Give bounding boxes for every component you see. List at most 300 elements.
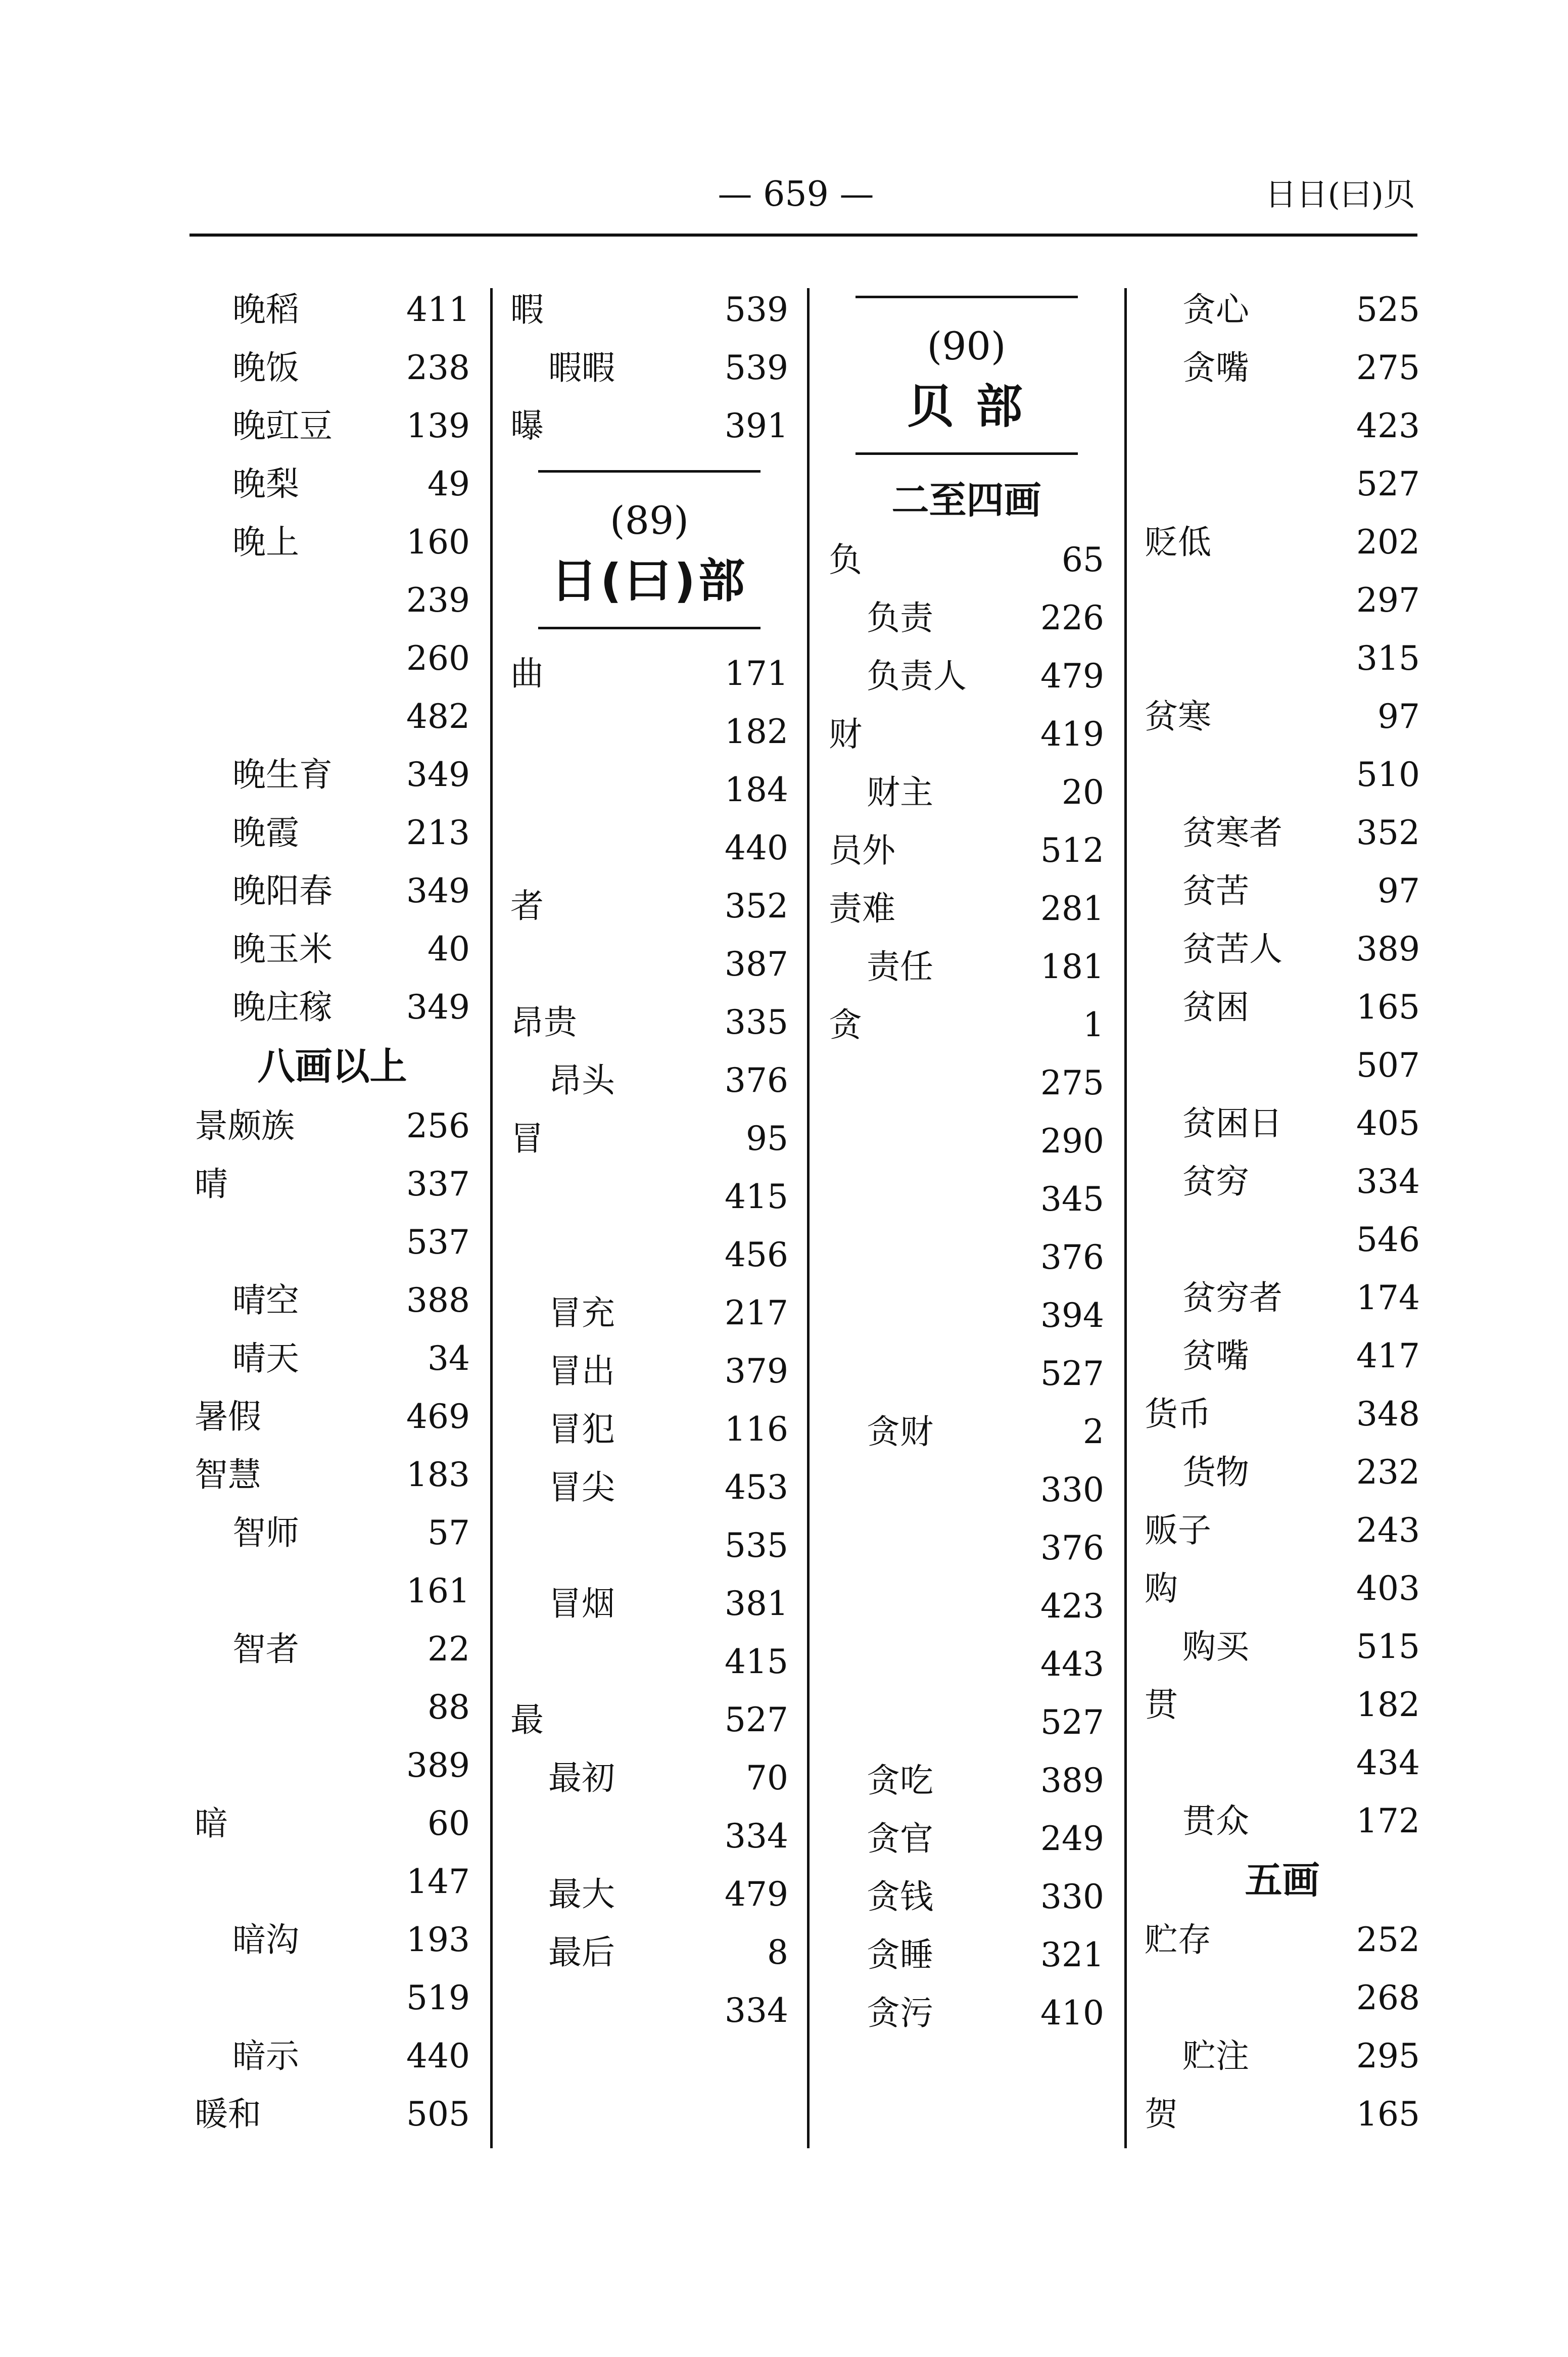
entry-term: 贪睡 bbox=[867, 1935, 933, 1974]
entry-page-number: 440 bbox=[406, 2037, 470, 2075]
index-column-3 bbox=[829, 281, 1104, 2161]
entry-page-number: 172 bbox=[1356, 1801, 1420, 1840]
entry-page-number: 182 bbox=[725, 712, 788, 751]
entry-page-number: 295 bbox=[1356, 2037, 1420, 2075]
entry-term: 晚饭 bbox=[232, 348, 299, 387]
entry-page-number: 226 bbox=[1040, 598, 1104, 637]
entry-term: 贪嘴 bbox=[1182, 348, 1249, 387]
entry-page-number: 419 bbox=[1040, 715, 1104, 754]
index-entry bbox=[195, 687, 470, 746]
entry-page-number: 49 bbox=[427, 465, 470, 503]
entry-term: 冒犯 bbox=[548, 1410, 615, 1449]
index-entry bbox=[510, 703, 788, 761]
entry-term: 贫困 bbox=[1182, 988, 1249, 1027]
entry-term: 贫穷者 bbox=[1182, 1278, 1282, 1317]
entry-page-number: 239 bbox=[406, 581, 470, 620]
index-entry bbox=[1145, 2085, 1420, 2143]
index-entry bbox=[1145, 397, 1420, 455]
entry-page-number: 330 bbox=[1040, 1877, 1104, 1916]
entry-page-number: 97 bbox=[1377, 871, 1420, 910]
entry-page-number: 95 bbox=[746, 1119, 788, 1158]
index-entry bbox=[1145, 1211, 1420, 1269]
index-entry bbox=[1145, 1152, 1420, 1211]
entry-page-number: 65 bbox=[1062, 540, 1104, 579]
index-entry bbox=[1145, 1036, 1420, 1094]
entry-term: 贪吃 bbox=[867, 1761, 933, 1800]
entry-page-number: 297 bbox=[1356, 581, 1420, 620]
entry-page-number: 387 bbox=[725, 945, 788, 984]
entry-page-number: 268 bbox=[1356, 1978, 1420, 2017]
entry-page-number: 515 bbox=[1356, 1627, 1420, 1666]
entry-page-number: 525 bbox=[1356, 290, 1420, 329]
radical-name: 贝 部 bbox=[907, 380, 1026, 434]
entry-page-number: 290 bbox=[1040, 1122, 1104, 1161]
entry-term: 暗沟 bbox=[232, 1920, 299, 1959]
entry-page-number: 415 bbox=[725, 1642, 788, 1681]
entry-term: 货币 bbox=[1145, 1395, 1211, 1434]
index-entry bbox=[1145, 1969, 1420, 2027]
entry-term: 财主 bbox=[867, 773, 933, 812]
index-entry bbox=[1145, 1617, 1420, 1676]
entry-term: 贫寒 bbox=[1145, 697, 1211, 736]
index-entry bbox=[829, 1868, 1104, 1926]
entry-page-number: 88 bbox=[427, 1688, 470, 1727]
entry-page-number: 352 bbox=[725, 887, 788, 926]
index-entry bbox=[510, 1807, 788, 1865]
entry-term: 晚稻 bbox=[232, 290, 299, 329]
entry-term: 贮注 bbox=[1182, 2037, 1249, 2075]
index-entry bbox=[195, 1562, 470, 1620]
radical-bottom-rule bbox=[538, 627, 761, 629]
entry-page-number: 321 bbox=[1040, 1935, 1104, 1974]
index-entry bbox=[510, 1226, 788, 1284]
index-entry bbox=[829, 1228, 1104, 1286]
entry-page-number: 334 bbox=[725, 1991, 788, 2030]
entry-term: 贪污 bbox=[867, 1994, 933, 2032]
entry-page-number: 443 bbox=[1040, 1645, 1104, 1684]
index-entry bbox=[510, 1865, 788, 1923]
entry-term: 暑假 bbox=[195, 1397, 261, 1436]
index-entry bbox=[1145, 1327, 1420, 1385]
entry-page-number: 217 bbox=[725, 1293, 788, 1332]
index-entry bbox=[195, 920, 470, 978]
entry-term: 冒 bbox=[510, 1119, 544, 1158]
entry-page-number: 546 bbox=[1356, 1220, 1420, 1259]
entry-page-number: 423 bbox=[1356, 406, 1420, 445]
entry-page-number: 171 bbox=[725, 654, 788, 693]
index-entry bbox=[510, 1516, 788, 1575]
index-entry bbox=[510, 1633, 788, 1691]
index-entry bbox=[1145, 281, 1420, 339]
index-entry bbox=[1145, 978, 1420, 1036]
entry-term: 贪心 bbox=[1182, 290, 1249, 329]
entry-page-number: 519 bbox=[406, 1978, 470, 2017]
index-entry bbox=[829, 1461, 1104, 1519]
entry-page-number: 330 bbox=[1040, 1470, 1104, 1509]
index-entry bbox=[829, 1984, 1104, 2042]
entry-term: 贯众 bbox=[1182, 1801, 1249, 1840]
entry-term: 晚梨 bbox=[232, 465, 299, 503]
entry-page-number: 97 bbox=[1377, 697, 1420, 736]
index-entry bbox=[510, 1923, 788, 1981]
index-entry bbox=[510, 1458, 788, 1516]
entry-page-number: 57 bbox=[427, 1513, 470, 1552]
index-entry bbox=[195, 1213, 470, 1271]
entry-page-number: 389 bbox=[1040, 1761, 1104, 1800]
entry-term: 贩子 bbox=[1145, 1511, 1211, 1550]
entry-page-number: 527 bbox=[1040, 1703, 1104, 1742]
index-entry bbox=[510, 1749, 788, 1807]
index-entry bbox=[195, 513, 470, 571]
entry-page-number: 22 bbox=[427, 1630, 470, 1669]
radical-number: (90) bbox=[927, 323, 1006, 368]
entry-term: 贫寒者 bbox=[1182, 813, 1282, 852]
entry-term: 暖和 bbox=[195, 2095, 261, 2134]
index-entry bbox=[829, 1286, 1104, 1345]
entry-term: 贪财 bbox=[867, 1412, 933, 1451]
entry-page-number: 232 bbox=[1356, 1453, 1420, 1492]
index-entry bbox=[829, 1112, 1104, 1170]
index-entry bbox=[1145, 862, 1420, 920]
index-entry bbox=[1145, 1094, 1420, 1152]
index-entry bbox=[829, 1751, 1104, 1810]
index-entry bbox=[1145, 920, 1420, 978]
entry-page-number: 34 bbox=[427, 1339, 470, 1378]
entry-term: 晴天 bbox=[232, 1339, 299, 1378]
index-entry bbox=[1145, 513, 1420, 571]
entry-term: 最 bbox=[510, 1700, 544, 1739]
index-entry bbox=[510, 1284, 788, 1342]
entry-term: 冒尖 bbox=[548, 1468, 615, 1507]
entry-page-number: 349 bbox=[406, 988, 470, 1027]
entry-term: 晴 bbox=[195, 1165, 228, 1204]
index-entry bbox=[1145, 571, 1420, 629]
index-entry bbox=[829, 1519, 1104, 1577]
index-entry bbox=[510, 877, 788, 935]
index-column-2 bbox=[510, 281, 788, 2161]
entry-page-number: 537 bbox=[406, 1223, 470, 1262]
entry-page-number: 391 bbox=[725, 406, 788, 445]
entry-page-number: 1 bbox=[1083, 1005, 1104, 1044]
entry-page-number: 348 bbox=[1356, 1395, 1420, 1434]
index-entry bbox=[1145, 455, 1420, 513]
index-entry bbox=[829, 1403, 1104, 1461]
index-entry bbox=[829, 821, 1104, 880]
entry-term: 晚玉米 bbox=[232, 930, 332, 968]
index-entry bbox=[1145, 1501, 1420, 1559]
radical-top-rule bbox=[538, 470, 761, 473]
index-entry bbox=[195, 2027, 470, 2085]
entry-term: 晚霞 bbox=[232, 813, 299, 852]
index-entry bbox=[829, 647, 1104, 705]
entry-term: 最后 bbox=[548, 1933, 615, 1972]
index-entry bbox=[510, 819, 788, 877]
index-entry bbox=[510, 281, 788, 339]
index-entry bbox=[1145, 1792, 1420, 1850]
entry-term: 智者 bbox=[232, 1630, 299, 1669]
index-entry bbox=[195, 862, 470, 920]
entry-page-number: 345 bbox=[1040, 1180, 1104, 1219]
entry-term: 暗 bbox=[195, 1804, 228, 1843]
entry-page-number: 202 bbox=[1356, 523, 1420, 562]
entry-page-number: 281 bbox=[1040, 889, 1104, 928]
entry-page-number: 275 bbox=[1356, 348, 1420, 387]
index-entry bbox=[195, 397, 470, 455]
entry-term: 购 bbox=[1145, 1569, 1178, 1608]
entry-page-number: 349 bbox=[406, 755, 470, 794]
entry-term: 昂头 bbox=[548, 1061, 615, 1100]
entry-page-number: 275 bbox=[1040, 1064, 1104, 1102]
index-column-4 bbox=[1145, 281, 1420, 2161]
index-entry bbox=[195, 629, 470, 687]
index-entry bbox=[1145, 629, 1420, 687]
index-entry bbox=[829, 880, 1104, 938]
index-entry bbox=[510, 1342, 788, 1400]
entry-page-number: 527 bbox=[725, 1700, 788, 1739]
index-entry bbox=[195, 1446, 470, 1504]
entry-term: 曲 bbox=[510, 654, 544, 693]
index-entry bbox=[829, 1577, 1104, 1635]
index-entry bbox=[510, 1691, 788, 1749]
entry-page-number: 389 bbox=[1356, 930, 1420, 968]
entry-term: 财 bbox=[829, 715, 862, 754]
entry-term: 贫苦人 bbox=[1182, 930, 1282, 968]
index-entry bbox=[510, 1400, 788, 1458]
entry-page-number: 334 bbox=[725, 1817, 788, 1856]
entry-term: 冒烟 bbox=[548, 1584, 615, 1623]
index-entry bbox=[510, 761, 788, 819]
entry-page-number: 405 bbox=[1356, 1104, 1420, 1143]
entry-term: 员外 bbox=[829, 831, 895, 870]
index-entry bbox=[510, 993, 788, 1051]
entry-term: 者 bbox=[510, 887, 544, 926]
entry-page-number: 20 bbox=[1062, 773, 1104, 812]
index-entry bbox=[510, 1168, 788, 1226]
entry-page-number: 440 bbox=[725, 828, 788, 867]
entry-page-number: 381 bbox=[725, 1584, 788, 1623]
index-entry bbox=[510, 1110, 788, 1168]
index-entry bbox=[195, 1794, 470, 1853]
index-entry bbox=[195, 1271, 470, 1329]
entry-page-number: 527 bbox=[1040, 1354, 1104, 1393]
index-entry bbox=[195, 1620, 470, 1678]
entry-page-number: 410 bbox=[1040, 1994, 1104, 2032]
index-entry bbox=[829, 1054, 1104, 1112]
entry-page-number: 2 bbox=[1083, 1412, 1104, 1451]
entry-term: 暇暇 bbox=[548, 348, 615, 387]
entry-page-number: 184 bbox=[725, 770, 788, 809]
entry-term: 负责 bbox=[867, 598, 933, 637]
entry-term: 贪 bbox=[829, 1005, 862, 1044]
index-entry bbox=[510, 397, 788, 455]
entry-page-number: 510 bbox=[1356, 755, 1420, 794]
index-entry bbox=[1145, 2027, 1420, 2085]
entry-page-number: 411 bbox=[406, 290, 470, 329]
index-entry bbox=[195, 1097, 470, 1155]
entry-page-number: 349 bbox=[406, 871, 470, 910]
entry-term: 负 bbox=[829, 540, 862, 579]
running-title: 日日(曰)贝 bbox=[1265, 176, 1415, 213]
entry-page-number: 249 bbox=[1040, 1819, 1104, 1858]
entry-page-number: 394 bbox=[1040, 1296, 1104, 1335]
radical-name: 日(曰)部 bbox=[550, 554, 748, 608]
entry-page-number: 527 bbox=[1356, 465, 1420, 503]
entry-term: 贺 bbox=[1145, 2095, 1178, 2134]
entry-term: 智师 bbox=[232, 1513, 299, 1552]
index-entry bbox=[1145, 746, 1420, 804]
index-entry bbox=[829, 589, 1104, 647]
entry-page-number: 183 bbox=[406, 1455, 470, 1494]
entry-page-number: 388 bbox=[406, 1281, 470, 1320]
index-entry bbox=[829, 938, 1104, 996]
radical-bottom-rule bbox=[856, 452, 1078, 455]
index-entry bbox=[1145, 1734, 1420, 1792]
entry-term: 晚上 bbox=[232, 523, 299, 562]
index-entry bbox=[829, 996, 1104, 1054]
entry-page-number: 469 bbox=[406, 1397, 470, 1436]
entry-page-number: 243 bbox=[1356, 1511, 1420, 1550]
entry-page-number: 335 bbox=[725, 1003, 788, 1042]
stroke-count-heading: 二至四画 bbox=[891, 479, 1041, 522]
index-entry bbox=[510, 1575, 788, 1633]
entry-term: 智慧 bbox=[195, 1455, 261, 1494]
entry-term: 最初 bbox=[548, 1759, 615, 1797]
entry-page-number: 40 bbox=[427, 930, 470, 968]
index-entry bbox=[195, 978, 470, 1036]
index-entry bbox=[195, 1504, 470, 1562]
entry-term: 贪钱 bbox=[867, 1877, 933, 1916]
index-entry bbox=[195, 571, 470, 629]
entry-page-number: 139 bbox=[406, 406, 470, 445]
entry-term: 晚生育 bbox=[232, 755, 332, 794]
index-entry bbox=[829, 1345, 1104, 1403]
entry-page-number: 389 bbox=[406, 1746, 470, 1785]
entry-page-number: 181 bbox=[1040, 947, 1104, 986]
entry-term: 晚豇豆 bbox=[232, 406, 332, 445]
entry-term: 贯 bbox=[1145, 1685, 1178, 1724]
radical-number: (89) bbox=[609, 498, 689, 543]
entry-term: 责难 bbox=[829, 889, 895, 928]
index-entry bbox=[195, 746, 470, 804]
stroke-count-heading: 五画 bbox=[1245, 1859, 1320, 1902]
entry-page-number: 147 bbox=[406, 1862, 470, 1901]
entry-page-number: 434 bbox=[1356, 1743, 1420, 1782]
entry-term: 曝 bbox=[510, 406, 544, 445]
index-entry bbox=[195, 2085, 470, 2143]
entry-page-number: 479 bbox=[1040, 657, 1104, 696]
entry-page-number: 160 bbox=[406, 523, 470, 562]
index-entry bbox=[195, 281, 470, 339]
entry-term: 晚庄稼 bbox=[232, 988, 332, 1027]
index-column-1 bbox=[195, 281, 470, 2161]
entry-page-number: 213 bbox=[406, 813, 470, 852]
index-entry bbox=[829, 1635, 1104, 1693]
entry-page-number: 479 bbox=[725, 1875, 788, 1914]
header-rule bbox=[189, 234, 1417, 237]
index-entry bbox=[510, 644, 788, 703]
index-entry bbox=[1145, 339, 1420, 397]
index-entry bbox=[195, 455, 470, 513]
entry-page-number: 376 bbox=[1040, 1529, 1104, 1567]
entry-page-number: 315 bbox=[1356, 639, 1420, 678]
index-entry bbox=[1145, 1269, 1420, 1327]
entry-page-number: 8 bbox=[767, 1933, 788, 1972]
entry-page-number: 238 bbox=[406, 348, 470, 387]
entry-page-number: 403 bbox=[1356, 1569, 1420, 1608]
entry-term: 货物 bbox=[1182, 1453, 1249, 1492]
entry-term: 暇 bbox=[510, 290, 544, 329]
index-entry bbox=[1145, 1911, 1420, 1969]
index-entry bbox=[1145, 687, 1420, 746]
entry-page-number: 256 bbox=[406, 1106, 470, 1145]
column-divider bbox=[1124, 288, 1127, 2148]
index-entry bbox=[829, 1693, 1104, 1751]
stroke-count-heading: 八画以上 bbox=[257, 1045, 407, 1088]
index-entry bbox=[195, 1155, 470, 1213]
entry-page-number: 161 bbox=[406, 1572, 470, 1610]
index-entry bbox=[510, 1051, 788, 1110]
entry-term: 贫苦 bbox=[1182, 871, 1249, 910]
index-entry bbox=[1145, 1443, 1420, 1501]
column-divider bbox=[807, 288, 810, 2148]
entry-page-number: 193 bbox=[406, 1920, 470, 1959]
entry-page-number: 379 bbox=[725, 1352, 788, 1391]
entry-page-number: 512 bbox=[1040, 831, 1104, 870]
index-entry bbox=[195, 1678, 470, 1736]
index-entry bbox=[195, 1969, 470, 2027]
index-entry bbox=[510, 1981, 788, 2040]
entry-page-number: 453 bbox=[725, 1468, 788, 1507]
index-entry bbox=[829, 763, 1104, 821]
entry-page-number: 352 bbox=[1356, 813, 1420, 852]
index-entry bbox=[195, 804, 470, 862]
entry-page-number: 535 bbox=[725, 1526, 788, 1565]
entry-page-number: 182 bbox=[1356, 1685, 1420, 1724]
index-entry bbox=[1145, 1559, 1420, 1617]
entry-page-number: 260 bbox=[406, 639, 470, 678]
radical-section-header bbox=[829, 281, 1104, 470]
entry-term: 冒出 bbox=[548, 1352, 615, 1391]
entry-page-number: 507 bbox=[1356, 1046, 1420, 1085]
column-divider bbox=[490, 288, 493, 2148]
entry-page-number: 539 bbox=[725, 348, 788, 387]
entry-term: 贫困日 bbox=[1182, 1104, 1282, 1143]
entry-page-number: 456 bbox=[725, 1235, 788, 1274]
entry-term: 暗示 bbox=[232, 2037, 299, 2075]
entry-term: 最大 bbox=[548, 1875, 615, 1914]
entry-page-number: 423 bbox=[1040, 1587, 1104, 1626]
entry-page-number: 337 bbox=[406, 1165, 470, 1204]
index-entry bbox=[829, 705, 1104, 763]
entry-term: 贮存 bbox=[1145, 1920, 1211, 1959]
entry-term: 责任 bbox=[867, 947, 933, 986]
index-entry bbox=[829, 1810, 1104, 1868]
entry-page-number: 252 bbox=[1356, 1920, 1420, 1959]
entry-term: 贫穷 bbox=[1182, 1162, 1249, 1201]
entry-page-number: 165 bbox=[1356, 988, 1420, 1027]
entry-page-number: 70 bbox=[746, 1759, 788, 1797]
index-entry bbox=[1145, 1385, 1420, 1443]
entry-page-number: 417 bbox=[1356, 1336, 1420, 1375]
entry-term: 景颇族 bbox=[195, 1106, 295, 1145]
page-number: — 659 — bbox=[718, 174, 874, 214]
entry-page-number: 60 bbox=[427, 1804, 470, 1843]
entry-page-number: 165 bbox=[1356, 2095, 1420, 2134]
entry-page-number: 116 bbox=[725, 1410, 788, 1449]
index-entry bbox=[195, 1388, 470, 1446]
entry-page-number: 415 bbox=[725, 1177, 788, 1216]
index-entry bbox=[829, 531, 1104, 589]
